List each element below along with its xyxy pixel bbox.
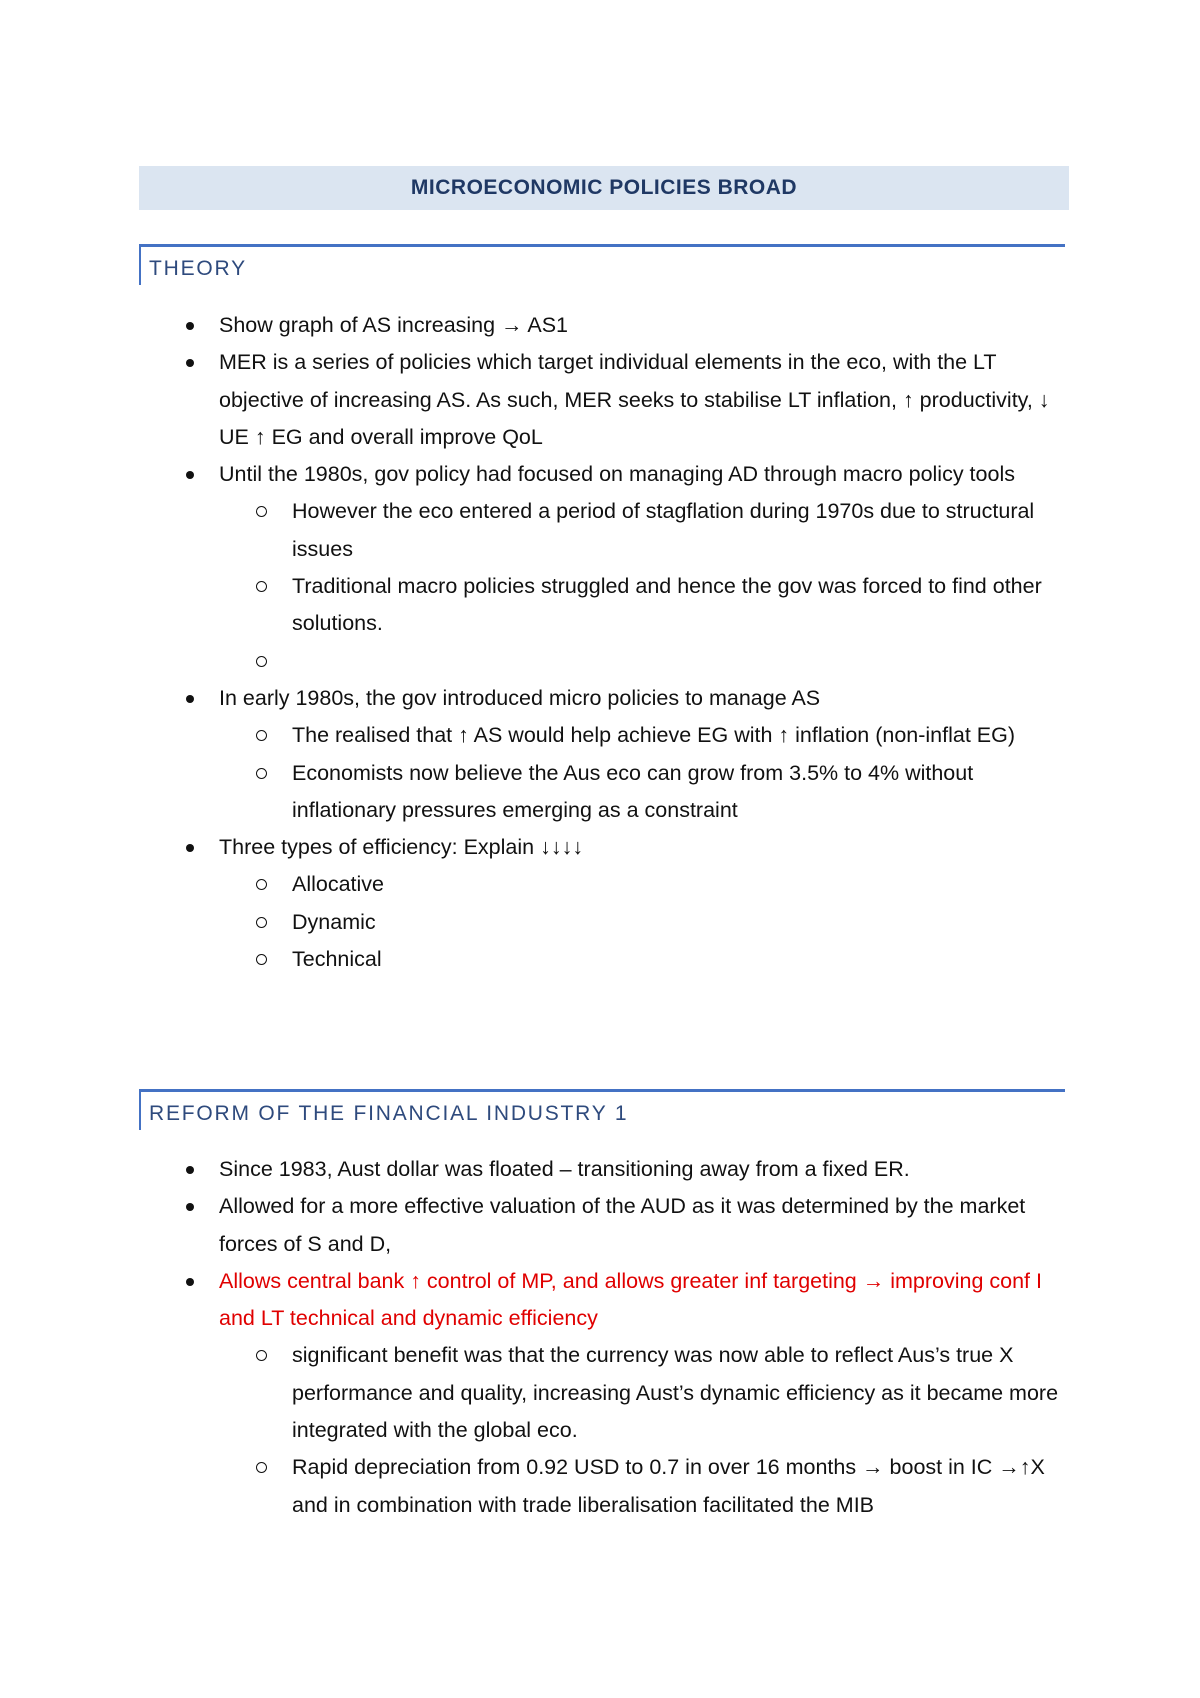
sub-list-item-empty bbox=[0, 643, 1059, 680]
bullet-dot-icon bbox=[186, 359, 194, 367]
bullet-circle-icon bbox=[256, 581, 267, 592]
bullet-dot-icon bbox=[186, 1203, 194, 1211]
section-heading-theory bbox=[139, 244, 1065, 285]
sub-list-item: Traditional macro policies struggled and hence the gov was forced to find other solutions. bbox=[0, 568, 1059, 643]
document-title: MICROECONOMIC POLICIES BROAD bbox=[410, 176, 798, 199]
sub-list-item: Rapid depreciation from 0.92 USD to 0.7 in over 16 months → boost in IC →↑X and in combination with trade liberalisation facilitated the MIB bbox=[0, 1449, 1059, 1524]
sub-list-item: Allocative bbox=[0, 866, 1059, 903]
bullet-circle-icon bbox=[256, 917, 267, 928]
sub-list-item: Economists now believe the Aus eco can grow from 3.5% to 4% without inflationary pressures emerging as a constraint bbox=[0, 755, 1059, 830]
bullet-circle-icon bbox=[256, 506, 267, 517]
list-item: In early 1980s, the gov introduced micro policies to manage AS bbox=[0, 680, 1059, 717]
sub-list-item: Technical bbox=[0, 941, 1059, 978]
section-heading-text: REFORM OF THE FINANCIAL INDUSTRY 1 bbox=[149, 1102, 629, 1125]
list-item: Allowed for a more effective valuation of the AUD as it was determined by the market forces of S and D, bbox=[0, 1188, 1059, 1263]
bullet-dot-icon bbox=[186, 322, 194, 330]
list-item-highlighted: Allows central bank ↑ control of MP, and allows greater inf targeting → improving conf I and LT technical and dynamic efficiency bbox=[0, 1263, 1059, 1338]
bullet-circle-icon bbox=[256, 656, 267, 667]
list-item: Since 1983, Aust dollar was floated – transitioning away from a fixed ER. bbox=[0, 1151, 1059, 1188]
list-item: Show graph of AS increasing → AS1 bbox=[0, 307, 1059, 344]
list-item: MER is a series of policies which target individual elements in the eco, with the LT objective of increasing AS. As such, MER seeks to stabilise LT inflation, ↑ productivity, ↓ UE ↑ EG and overall improve QoL bbox=[0, 344, 1059, 456]
bullet-dot-icon bbox=[186, 695, 194, 703]
theory-bullet-list bbox=[0, 307, 1059, 978]
list-item: Until the 1980s, gov policy had focused on managing AD through macro policy tools bbox=[0, 456, 1059, 493]
sub-list-item: The realised that ↑ AS would help achieve EG with ↑ inflation (non-inflat EG) bbox=[0, 717, 1059, 754]
bullet-circle-icon bbox=[256, 1350, 267, 1361]
bullet-dot-icon bbox=[186, 1166, 194, 1174]
bullet-dot-icon bbox=[186, 471, 194, 479]
bullet-circle-icon bbox=[256, 730, 267, 741]
list-item: Three types of efficiency: Explain ↓↓↓↓ bbox=[0, 829, 1059, 866]
bullet-circle-icon bbox=[256, 768, 267, 779]
bullet-dot-icon bbox=[186, 844, 194, 852]
sub-list-item: Dynamic bbox=[0, 904, 1059, 941]
section-heading-financial-reform bbox=[139, 1089, 1065, 1130]
sub-list-item: However the eco entered a period of stagflation during 1970s due to structural issues bbox=[0, 493, 1059, 568]
bullet-dot-icon bbox=[186, 1278, 194, 1286]
document-title-bar bbox=[139, 166, 1069, 210]
bullet-circle-icon bbox=[256, 879, 267, 890]
financial-reform-bullet-list bbox=[0, 1151, 1059, 1524]
sub-list-item: significant benefit was that the currency was now able to reflect Aus’s true X performance and quality, increasing Aust’s dynamic efficiency as it became more integrated with the global eco. bbox=[0, 1337, 1059, 1449]
section-heading-text: THEORY bbox=[149, 257, 247, 280]
bullet-circle-icon bbox=[256, 1462, 267, 1473]
bullet-circle-icon bbox=[256, 954, 267, 965]
